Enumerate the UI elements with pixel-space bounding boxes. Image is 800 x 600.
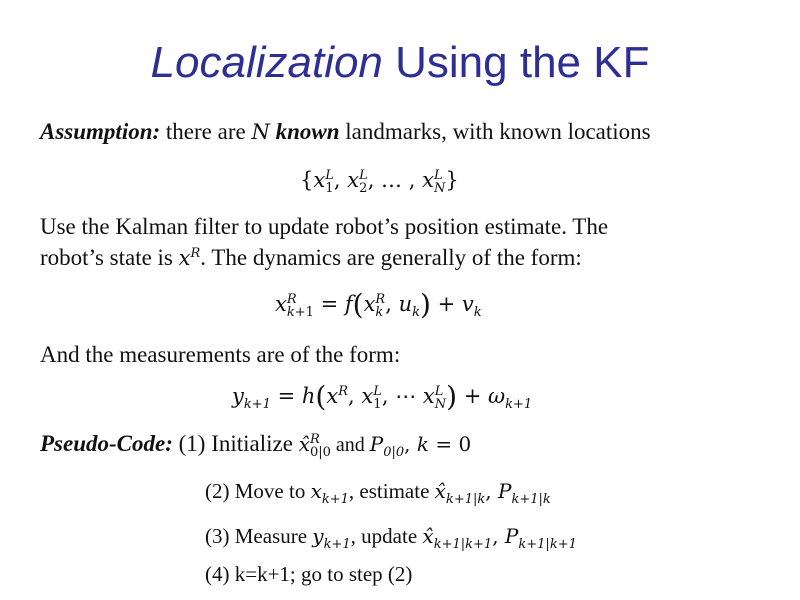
slide-title: Localization Using the KF <box>150 38 650 87</box>
pseudo-step-1: Pseudo-Code: (1) Initialize x̂ R 0|0 and $P_{0|0}$, k = 0 <box>40 431 472 460</box>
landmark-set-equation: {x L 1 , x L 2 , … , x L N } <box>300 167 459 196</box>
pseudo-step-4: (4) k=k+1; go to step (2) <box>205 562 413 586</box>
math-init-p: $P_{0|0}$, k = 0 <box>369 432 472 460</box>
pseudo-step-2: (2) Move to $x_{k+1}$, estimate $x̂_{k+1|k}$, $P_{k+1|k}$ <box>205 479 551 507</box>
math-n: N <box>251 120 270 144</box>
math-robot-state: $x^R$ <box>178 246 201 270</box>
math-init-x: x̂ R 0|0 <box>298 431 331 460</box>
dynamics-equation: x R k+1 = f(x R k , $u_k) + v_k$ <box>275 288 482 321</box>
use-kf-line1: Use the Kalman filter to update robot’s position estimate. The <box>40 214 609 239</box>
pseudo-label: Pseudo-Code: <box>40 431 173 456</box>
known-word: known <box>275 119 340 144</box>
measurement-equation: $y_{k+1} = h(x^R$, x L 1 , ⋯ x L N ) + $\omega_{k+1}$ <box>232 380 533 413</box>
use-kf-line2: robot’s state is $x^R$. The dynamics are generally of the form: <box>40 245 582 270</box>
measurements-line: And the measurements are of the form: <box>40 342 401 367</box>
pseudo-step-3: (3) Measure $y_{k+1}$, update $x̂_{k+1|k+1}$, $P_{k+1|k+1}$ <box>205 524 577 552</box>
assumption-line: Assumption: there are N known landmarks, with known locations <box>40 119 651 144</box>
assumption-label: Assumption: <box>40 119 161 144</box>
